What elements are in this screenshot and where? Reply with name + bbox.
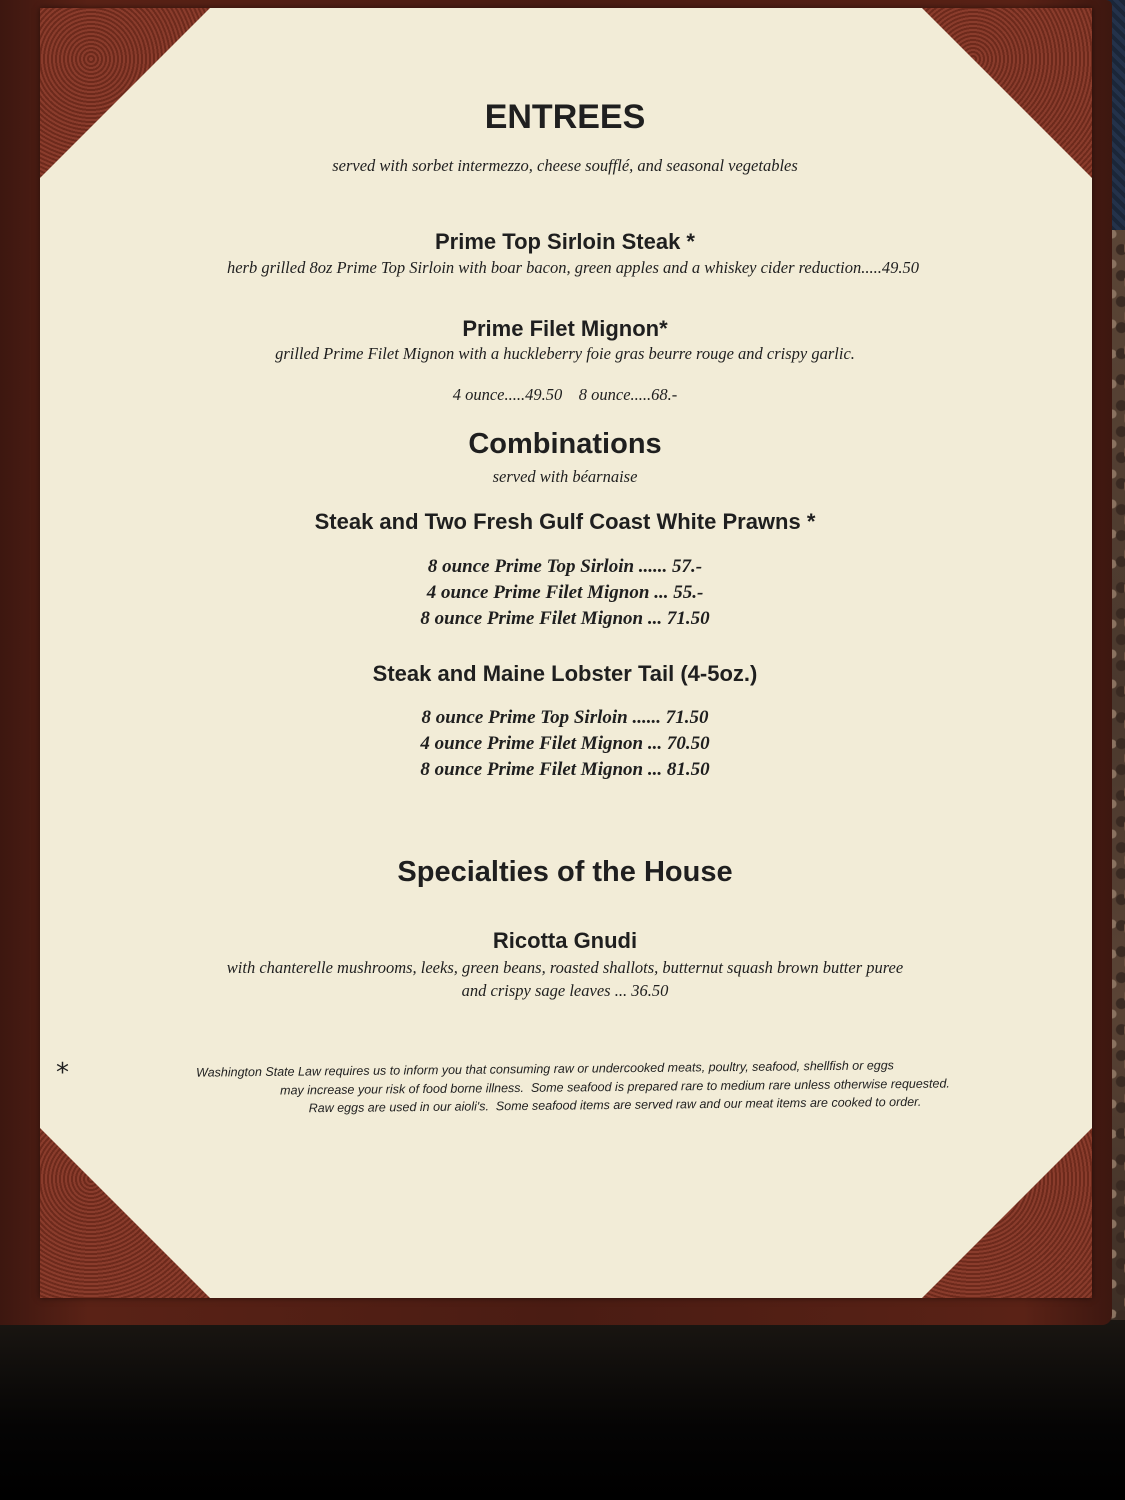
- menu-content: [60, 0, 1070, 1300]
- disclaimer-asterisk-icon: *: [56, 1058, 69, 1088]
- entrees-subtitle: served with sorbet intermezzo, cheese soufflé, and seasonal vegetables: [332, 156, 798, 175]
- entree-name: Prime Top Sirloin Steak *: [435, 229, 695, 254]
- disclaimer-line: Raw eggs are used in our aioli's. Some seafood items are served raw and our meat items are cooked to order.: [308, 1094, 922, 1116]
- entree-name: Prime Filet Mignon*: [462, 316, 668, 341]
- entrees-title: ENTREES: [484, 98, 646, 136]
- combination-option: 8 ounce Prime Filet Mignon ... 81.50: [420, 759, 710, 780]
- entree-description: herb grilled 8oz Prime Top Sirloin with boar bacon, green apples and a whiskey cider reduction.....49.50: [226, 258, 920, 277]
- combination-option: 8 ounce Prime Top Sirloin ...... 71.50: [421, 707, 709, 728]
- combination-option: 8 ounce Prime Top Sirloin ...... 57.-: [427, 556, 703, 577]
- combination-option: 4 ounce Prime Filet Mignon ... 55.-: [426, 582, 704, 603]
- specialty-name: Ricotta Gnudi: [492, 928, 638, 953]
- combinations-title: Combinations: [468, 428, 662, 460]
- disclaimer-line: Washington State Law requires us to inform you that consuming raw or undercooked meats, poultry, seafood, shellfish or eggs: [196, 1058, 894, 1080]
- combinations-subtitle: served with béarnaise: [492, 467, 638, 486]
- specialties-title: Specialties of the House: [397, 856, 733, 888]
- disclaimer-line: may increase your risk of food borne illness. Some seafood is prepared rare to medium rare unless otherwise requested.: [280, 1076, 950, 1098]
- combination-group-name: Steak and Maine Lobster Tail (4-5oz.): [372, 661, 758, 686]
- table-shadow: [0, 1320, 1125, 1500]
- combination-option: 8 ounce Prime Filet Mignon ... 71.50: [420, 608, 710, 629]
- specialty-description: with chanterelle mushrooms, leeks, green beans, roasted shallots, butternut squash brown butter puree: [226, 958, 904, 977]
- entree-prices: 4 ounce.....49.50 8 ounce.....68.-: [452, 385, 678, 404]
- specialty-description: and crispy sage leaves ... 36.50: [461, 981, 669, 1000]
- entree-description: grilled Prime Filet Mignon with a huckleberry foie gras beurre rouge and crispy garlic.: [275, 344, 855, 363]
- combination-group-name: Steak and Two Fresh Gulf Coast White Prawns *: [314, 509, 816, 534]
- combination-option: 4 ounce Prime Filet Mignon ... 70.50: [420, 733, 710, 754]
